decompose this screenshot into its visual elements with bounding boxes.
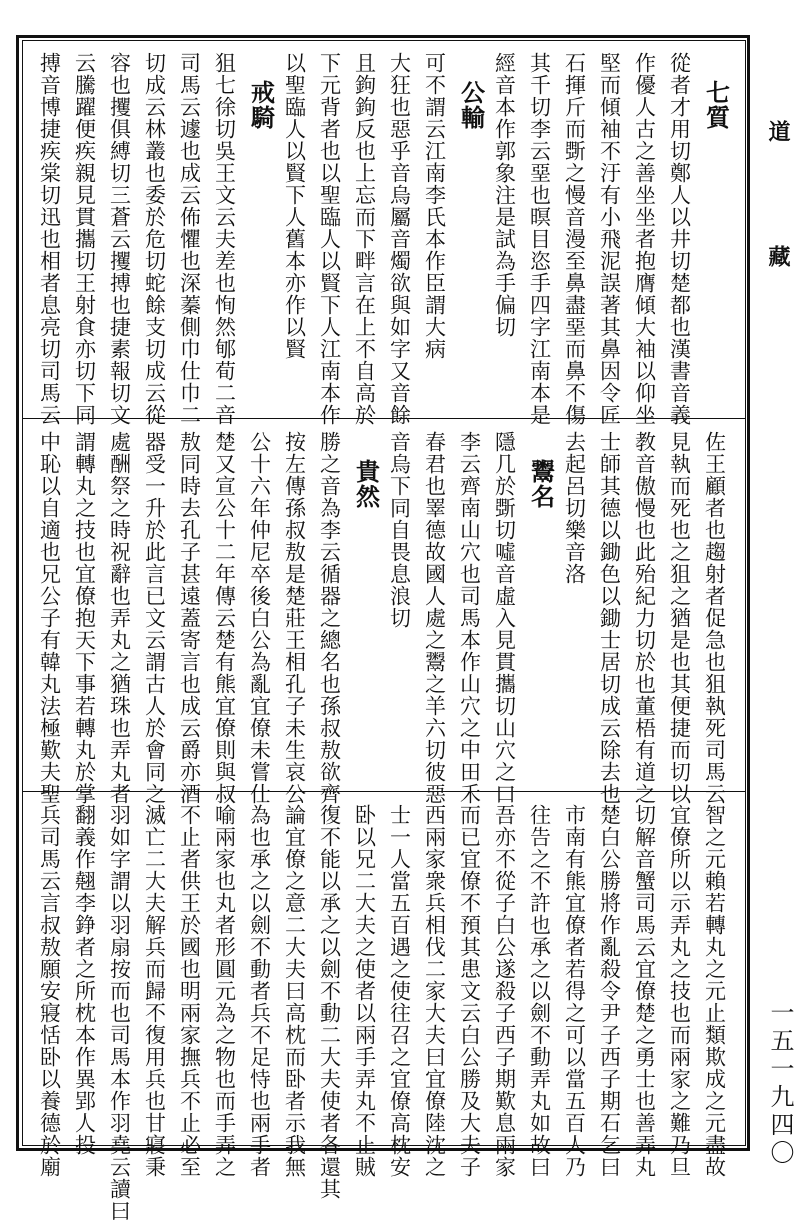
text-column: 堅而傾袖不汙有小飛泥誤著其鼻因令匠 (597, 52, 622, 426)
text-column: 器受一升於此言已文云謂古人於會同之 (142, 431, 167, 805)
text-column: 去起呂切樂音洛 (562, 431, 587, 585)
text-column: 作優人古之善坐坐者抱膺傾大袖以仰坐 (632, 52, 657, 426)
text-column: 西兩家衆兵相伐二家大夫曰宜僚陸沈之 (422, 804, 447, 1178)
text-column: 宜僚所以示弄丸之技也而兩家之難乃旦 (667, 804, 692, 1178)
text-column: 處酬祭之時祝辭也弄丸之猶珠也弄丸者 (107, 431, 132, 805)
margin-label-bottom: 藏 (765, 245, 791, 273)
text-column: 楚白公勝將作亂殺令尹子西子期石乞曰 (597, 804, 622, 1178)
text-column: 智之元賴若轉丸之元止類欺成之元盡故 (702, 804, 727, 1178)
text-column: 敖同時去孔子甚遠蓋寄言也成云爵亦酒 (177, 431, 202, 805)
text-column: 切成云林叢也委於危切蛇餘支切成云從 (142, 52, 167, 426)
text-column: 云騰躍便疾親見貫攜切王射食亦切下同 (72, 52, 97, 426)
text-column: 往告之不許也承之以劍不動弄丸如故曰 (527, 804, 552, 1178)
text-column: 而已宜僚不預其患文云白公勝及大夫子 (457, 804, 482, 1178)
text-column: 不止者供王於國也明兩家撫兵不止必至 (177, 804, 202, 1178)
text-column: 以聖臨人以賢下人舊本亦作以賢 (282, 52, 307, 360)
text-column: 搏音博捷疾棠切迅也相者息亮切司馬云 (37, 52, 62, 426)
text-column: 羽如字謂以羽扇按而也司馬本作羽堯云讀曰 (107, 804, 132, 1222)
text-column: 教音傲慢也此殆紀力切於也董梧有道之 (632, 431, 657, 805)
text-column: 音烏下同自畏息浪切 (387, 431, 412, 629)
text-column: 春君也睪德故國人處之鬻之羊六切彼惡 (422, 431, 447, 805)
text-column: 可不謂云江南李氏本作臣謂大病 (422, 52, 447, 360)
margin-label-top: 道 (765, 120, 791, 148)
text-column: 七質 (701, 80, 731, 130)
text-column: 大狂也惡乎音烏屬音燭欲與如字又音餘 (387, 52, 412, 426)
text-column: 下元背者也以聖臨人以賢下人江南本作 (317, 52, 342, 426)
text-column: 按左傳孫叔敖是楚莊王相孔子未生哀公 (282, 431, 307, 805)
text-column: 戒騎 (246, 80, 276, 130)
text-column: 鬻名 (526, 459, 556, 509)
text-column: 佐王顧者也趨射者促急也狙執死司馬云 (702, 431, 727, 805)
text-column: 勝之音為李云循器之總名也孫叔敖欲齊 (317, 431, 342, 805)
text-column: 公十六年仲尼卒後白公為亂宜僚未嘗仕 (247, 431, 272, 805)
text-panel-middle (22, 418, 746, 805)
text-column: 士一人當五百遇之使往召之宜僚高枕安 (387, 804, 412, 1178)
text-column: 士師其德以鋤色以鋤士居切成云除去也 (597, 431, 622, 805)
text-column: 復不能以承之以劍不動二大夫使者各還其 (317, 804, 342, 1200)
text-column: 市南有熊宜僚者若得之可以當五百人乃 (562, 804, 587, 1178)
text-column: 司馬云遽也成云佈懼也深蓁側巾仕巾二 (177, 52, 202, 426)
text-column: 翻義作翹李錚者之所枕本作異郢人投 (72, 804, 97, 1156)
text-column: 李云齊南山穴也司馬本作山穴之中田禾 (457, 431, 482, 805)
text-column: 公輸 (456, 80, 486, 130)
text-column: 見執而死也之狙之猶是也其便捷而切以 (667, 431, 692, 805)
text-column: 中恥以自適也兄公子有韓丸法極歎夫聖 (37, 431, 62, 805)
text-column: 狙七徐切吳王文云夫差也恂然郇荀二音 (212, 52, 237, 426)
text-column: 從者才用切鄭人以井切楚都也漢書音義 (667, 52, 692, 426)
text-column: 隱几於斲切噓音虛入見貫攜切山穴之口 (492, 431, 517, 805)
text-column: 滅亡二大夫解兵而歸不復用兵也甘寢秉 (142, 804, 167, 1178)
text-column: 論宜僚之意二大夫曰高枕而卧者示我無 (282, 804, 307, 1178)
text-column: 切解音蟹司馬云宜僚楚之勇士也善弄丸 (632, 804, 657, 1178)
text-column: 兵司馬云言叔敖願安寢恬卧以養德於廟 (37, 804, 62, 1178)
text-column: 且鉤鉤反也上忘而下畔言在上不自高於 (352, 52, 377, 426)
text-column: 貴然 (351, 459, 381, 509)
text-column: 卧以兄二大夫之使者以兩手弄丸不止賊 (352, 804, 377, 1178)
text-column: 為也承之以劍不動者兵不足恃也兩手者 (247, 804, 272, 1178)
text-panel-top (22, 40, 746, 426)
text-column: 經音本作郭象注是試為手偏切 (492, 52, 517, 338)
text-column: 其千切李云堊也暝目恣手四字江南本是 (527, 52, 552, 426)
text-column: 吾亦不從子白公遂殺子西子期歎息兩家 (492, 804, 517, 1178)
text-column: 謂轉丸之技也宜僚抱天下事若轉丸於掌 (72, 431, 97, 805)
page-number: 一五一九四〇 (766, 1000, 794, 1168)
text-panel-bottom (22, 791, 746, 1222)
text-column: 楚又宣公十二年傳云楚有熊宜僚則與叔 (212, 431, 237, 805)
text-column: 石揮斤而斲之慢音漫至鼻盡堊而鼻不傷 (562, 52, 587, 426)
text-column: 容也攫俱縛切三蒼云攫搏也捷素報切文 (107, 52, 132, 426)
text-column: 喻兩家也丸者形圓元為之物也而手弄之 (212, 804, 237, 1178)
